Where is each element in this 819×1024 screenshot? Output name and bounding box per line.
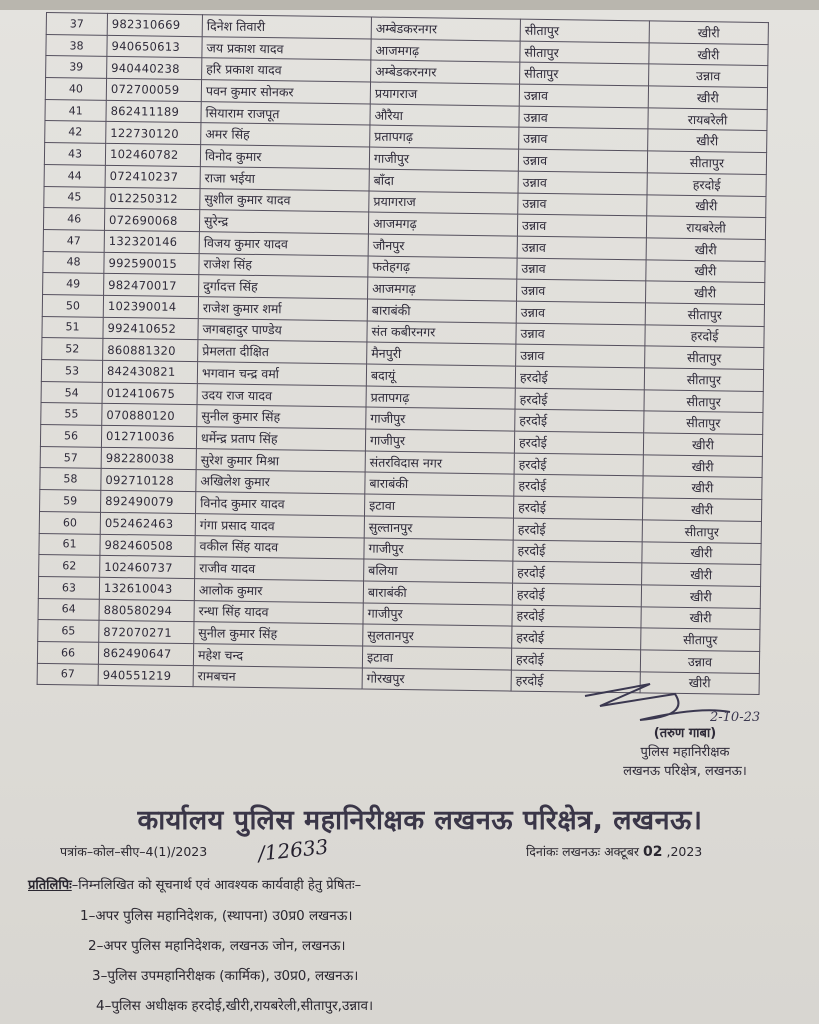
signature-date: 2-10-23 <box>710 710 761 725</box>
cell-to: खीरी <box>641 585 760 608</box>
cell-pno: 880580294 <box>99 599 194 622</box>
cell-name: जगबहादुर पाण्डेय <box>198 318 367 342</box>
cell-dist: आजमगढ़ <box>371 39 520 63</box>
cell-dist: बलिया <box>364 559 513 583</box>
cell-to: उन्नाव <box>640 650 759 673</box>
cell-sn: 62 <box>39 555 100 578</box>
cell-pno: 012250312 <box>105 187 200 210</box>
cell-sn: 51 <box>42 316 103 339</box>
cell-name: महेश चन्द <box>193 644 362 668</box>
date-prefix: दिनांकः लखनऊः अक्टूबर <box>526 844 640 859</box>
cell-dist: संतरविदास नगर <box>365 451 514 475</box>
cell-sn: 60 <box>39 511 100 534</box>
cell-sn: 59 <box>40 490 101 513</box>
cell-to: खीरी <box>648 129 767 152</box>
cell-from: उन्नाव <box>516 344 645 367</box>
cell-pno: 012710036 <box>101 425 196 448</box>
cell-dist: सुल्तानपुर <box>364 516 513 540</box>
letter-number-handwritten: /12633 <box>256 834 330 866</box>
cell-pno: 102390014 <box>103 295 198 318</box>
cell-name: सुशील कुमार यादव <box>200 188 369 212</box>
copy-recipient: 1–अपर पुलिस महानिदेशक, (स्थापना) उ0प्र0 लखनऊ। <box>80 908 353 924</box>
cell-pno: 940650613 <box>107 35 202 58</box>
cell-sn: 45 <box>44 186 105 209</box>
cell-from: सीतापुर <box>520 19 649 42</box>
cell-dist: सुलतानपुर <box>363 624 512 648</box>
cell-from: हरदोई <box>514 431 643 454</box>
cell-pno: 982470017 <box>104 274 199 297</box>
transfer-table-wrap <box>37 12 769 695</box>
copy-heading <box>28 875 361 893</box>
cell-dist: प्रतापगढ़ <box>370 125 519 149</box>
cell-to: खीरी <box>646 238 765 261</box>
cell-pno: 992590015 <box>104 252 199 275</box>
cell-dist: प्रयागराज <box>370 82 519 106</box>
cell-pno: 102460737 <box>100 555 195 578</box>
cell-from: उन्नाव <box>519 106 648 129</box>
cell-pno: 070880120 <box>102 404 197 427</box>
cell-sn: 49 <box>43 273 104 296</box>
cell-dist: गाजीपुर <box>364 537 513 561</box>
cell-name: हरि प्रकाश यादव <box>202 58 371 82</box>
cell-from: उन्नाव <box>517 258 646 281</box>
cell-sn: 63 <box>38 576 99 599</box>
copy-recipient: 2–अपर पुलिस महानिदेशक, लखनऊ जोन, लखनऊ। <box>88 938 346 954</box>
cell-name: सियाराम राजपूत <box>201 101 370 125</box>
cell-sn: 57 <box>40 446 101 469</box>
cell-to: सीतापुर <box>644 390 763 413</box>
cell-sn: 39 <box>46 56 107 79</box>
cell-to: खीरी <box>642 563 761 586</box>
cell-name: प्रेमलता दीक्षित <box>198 340 367 364</box>
cell-sn: 50 <box>42 294 103 317</box>
cell-dist: फतेहगढ़ <box>368 256 517 280</box>
cell-sn: 47 <box>43 229 104 252</box>
cell-name: दुर्गादत्त सिंह <box>199 275 368 299</box>
copy-recipient: 3–पुलिस उपमहानिरीक्षक (कार्मिक), उ0प्र0, लखनऊ। <box>92 968 359 984</box>
cell-from: उन्नाव <box>516 323 645 346</box>
cell-sn: 41 <box>45 99 106 122</box>
cell-name: उदय राज यादव <box>197 383 366 407</box>
cell-name: राजा भईया <box>200 166 369 190</box>
signatory-location: लखनऊ परिक्षेत्र, लखनऊ। <box>623 764 747 779</box>
cell-dist: अम्बेडकरनगर <box>371 17 520 41</box>
cell-pno: 992410652 <box>103 317 198 340</box>
cell-pno: 132320146 <box>104 230 199 253</box>
letter-number: पत्रांक–कोल–सीए–4(1)/2023 <box>60 844 208 859</box>
cell-pno: 072690068 <box>104 209 199 232</box>
cell-to: खीरी <box>640 671 759 694</box>
cell-from: उन्नाव <box>518 171 647 194</box>
cell-name: विजय कुमार यादव <box>199 232 368 256</box>
cell-pno: 892490079 <box>101 490 196 513</box>
cell-pno: 052462463 <box>100 512 195 535</box>
cell-to: खीरी <box>641 606 760 629</box>
cell-sn: 61 <box>39 533 100 556</box>
cell-from: हरदोई <box>515 388 644 411</box>
cell-from: हरदोई <box>512 583 641 606</box>
cell-to: सीतापुर <box>645 346 764 369</box>
cell-name: भगवान चन्द्र वर्मा <box>197 362 366 386</box>
cell-dist: बदायूं <box>366 364 515 388</box>
cell-sn: 67 <box>37 663 98 686</box>
cell-name: पवन कुमार सोनकर <box>201 80 370 104</box>
date-day: 02 <box>643 844 663 860</box>
cell-pno: 862490647 <box>98 642 193 665</box>
cell-name: अखिलेश कुमार <box>196 470 365 494</box>
date-year: ,2023 <box>666 844 703 859</box>
cell-dist: गाजीपुर <box>365 429 514 453</box>
cell-pno: 940440238 <box>107 57 202 80</box>
cell-sn: 55 <box>41 403 102 426</box>
signatory-name: (तरुण गाबा) <box>653 726 717 741</box>
signatory-designation: पुलिस महानिरीक्षक <box>640 745 730 760</box>
cell-name: गंगा प्रसाद यादव <box>195 513 364 537</box>
cell-dist: आजमगढ़ <box>368 277 517 301</box>
cell-dist: इटावा <box>362 646 511 670</box>
cell-name: दिनेश तिवारी <box>202 15 371 39</box>
cell-dist: गाजीपुर <box>363 603 512 627</box>
cell-to: खीरी <box>642 498 761 521</box>
cell-pno: 982310669 <box>107 13 202 36</box>
cell-dist: गोरखपुर <box>362 668 511 692</box>
cell-dist: इटावा <box>364 494 513 518</box>
cell-from: हरदोई <box>512 626 641 649</box>
cell-dist: जौनपुर <box>368 234 517 258</box>
cell-sn: 56 <box>40 425 101 448</box>
cell-dist: बाराबंकी <box>367 299 516 323</box>
cell-from: उन्नाव <box>517 214 646 237</box>
cell-pno: 860881320 <box>103 339 198 362</box>
cell-name: राजीव यादव <box>195 557 364 581</box>
cell-name: सुनील कुमार सिंह <box>194 622 363 646</box>
cell-to: रायबरेली <box>648 108 767 131</box>
cell-name: रन्धा सिंह यादव <box>194 600 363 624</box>
cell-pno: 940551219 <box>98 664 193 687</box>
cell-pno: 132610043 <box>99 577 194 600</box>
cell-pno: 872070271 <box>99 621 194 644</box>
office-title: कार्यालय पुलिस महानिरीक्षक लखनऊ परिक्षेत्र, लखनऊ। <box>137 805 703 836</box>
cell-to: खीरी <box>643 476 762 499</box>
cell-dist: संत कबीरनगर <box>367 321 516 345</box>
cell-name: राजेश कुमार शर्मा <box>198 297 367 321</box>
cell-to: सीतापुर <box>645 303 764 326</box>
cell-to: सीतापुर <box>642 520 761 543</box>
cell-from: हरदोई <box>515 409 644 432</box>
cell-dist: आजमगढ़ <box>368 212 517 236</box>
cell-to: खीरी <box>648 86 767 109</box>
cell-from: हरदोई <box>512 605 641 628</box>
cell-to: खीरी <box>649 43 768 66</box>
cell-to: खीरी <box>645 281 764 304</box>
cell-to: खीरी <box>643 455 762 478</box>
cell-from: हरदोई <box>514 475 643 498</box>
cell-dist: गाजीपुर <box>369 147 518 171</box>
cell-pno: 102460782 <box>105 143 200 166</box>
cell-dist: प्रयागराज <box>369 191 518 215</box>
cell-sn: 52 <box>42 338 103 361</box>
cell-sn: 42 <box>45 121 106 144</box>
cell-from: उन्नाव <box>519 84 648 107</box>
cell-name: सुरेन्द्र <box>199 210 368 234</box>
cell-from: सीतापुर <box>520 62 649 85</box>
cell-to: खीरी <box>646 259 765 282</box>
transfer-table <box>37 12 769 695</box>
cell-sn: 54 <box>41 381 102 404</box>
signature-scribble <box>580 676 780 726</box>
cell-pno: 982460508 <box>100 534 195 557</box>
cell-sn: 44 <box>44 164 105 187</box>
cell-to: सीतापुर <box>644 368 763 391</box>
cell-sn: 40 <box>45 78 106 101</box>
cell-to: हरदोई <box>645 325 764 348</box>
signature-block <box>570 724 800 781</box>
cell-name: आलोक कुमार <box>194 579 363 603</box>
cell-sn: 53 <box>41 359 102 382</box>
top-shadow <box>0 0 819 10</box>
letter-date <box>526 843 702 860</box>
cell-sn: 64 <box>38 598 99 621</box>
cell-dist: प्रतापगढ़ <box>366 386 515 410</box>
cell-sn: 37 <box>46 13 107 36</box>
cell-pno: 012410675 <box>102 382 197 405</box>
cell-from: उन्नाव <box>518 193 647 216</box>
cell-from: उन्नाव <box>518 149 647 172</box>
cell-name: विनोद कुमार यादव <box>196 492 365 516</box>
cell-pno: 842430821 <box>102 360 197 383</box>
cell-from: हरदोई <box>513 518 642 541</box>
cell-dist: औरैया <box>370 104 519 128</box>
cell-from: हरदोई <box>513 496 642 519</box>
cell-from: हरदोई <box>511 648 640 671</box>
cell-name: सुरेश कुमार मिश्रा <box>196 448 365 472</box>
copy-text: –निम्नलिखित को सूचनार्थ एवं आवश्यक कार्यवाही हेतु प्रेषितः– <box>71 878 362 893</box>
cell-name: विनोद कुमार <box>200 145 369 169</box>
cell-to: खीरी <box>649 21 768 44</box>
cell-name: राजेश सिंह <box>199 253 368 277</box>
cell-from: हरदोई <box>514 453 643 476</box>
cell-from: उन्नाव <box>517 279 646 302</box>
cell-to: खीरी <box>642 541 761 564</box>
transfer-table-body <box>37 13 768 695</box>
cell-dist: बाँदा <box>369 169 518 193</box>
cell-sn: 46 <box>43 208 104 231</box>
copy-recipient: 4–पुलिस अधीक्षक हरदोई,खीरी,रायबरेली,सीतापुर,उन्नाव। <box>96 998 374 1014</box>
cell-sn: 65 <box>38 620 99 643</box>
cell-name: रामबचन <box>193 665 362 689</box>
cell-from: सीतापुर <box>520 41 649 64</box>
cell-from: उन्नाव <box>519 128 648 151</box>
copy-recipients <box>80 904 373 1024</box>
cell-dist: गाजीपुर <box>366 407 515 431</box>
cell-name: जय प्रकाश यादव <box>202 36 371 60</box>
copy-label: प्रतिलिपिः <box>28 878 72 893</box>
cell-to: खीरी <box>643 433 762 456</box>
cell-dist: मैनपुरी <box>367 342 516 366</box>
cell-to: सीतापुर <box>644 411 763 434</box>
cell-to: खीरी <box>647 194 766 217</box>
cell-name: सुनील कुमार सिंह <box>197 405 366 429</box>
cell-sn: 66 <box>37 641 98 664</box>
cell-pno: 072410237 <box>105 165 200 188</box>
cell-sn: 38 <box>46 34 107 57</box>
cell-name: वकील सिंह यादव <box>195 535 364 559</box>
cell-pno: 072700059 <box>106 78 201 101</box>
cell-pno: 982280038 <box>101 447 196 470</box>
cell-from: उन्नाव <box>517 236 646 259</box>
cell-from: हरदोई <box>513 540 642 563</box>
cell-from: हरदोई <box>513 561 642 584</box>
cell-to: हरदोई <box>647 173 766 196</box>
cell-pno: 862411189 <box>106 100 201 123</box>
cell-dist: बाराबंकी <box>365 472 514 496</box>
cell-pno: 122730120 <box>106 122 201 145</box>
cell-from: उन्नाव <box>516 301 645 324</box>
cell-from: हरदोई <box>511 670 640 693</box>
cell-name: अमर सिंह <box>201 123 370 147</box>
cell-to: उन्नाव <box>649 64 768 87</box>
cell-to: सीतापुर <box>647 151 766 174</box>
cell-pno: 092710128 <box>101 469 196 492</box>
cell-dist: बाराबंकी <box>363 581 512 605</box>
cell-sn: 43 <box>44 143 105 166</box>
cell-sn: 58 <box>40 468 101 491</box>
cell-sn: 48 <box>43 251 104 274</box>
cell-to: रायबरेली <box>646 216 765 239</box>
cell-name: धर्मेन्द्र प्रताप सिंह <box>196 427 365 451</box>
cell-from: हरदोई <box>515 366 644 389</box>
cell-to: सीतापुर <box>641 628 760 651</box>
cell-dist: अम्बेडकरनगर <box>371 60 520 84</box>
